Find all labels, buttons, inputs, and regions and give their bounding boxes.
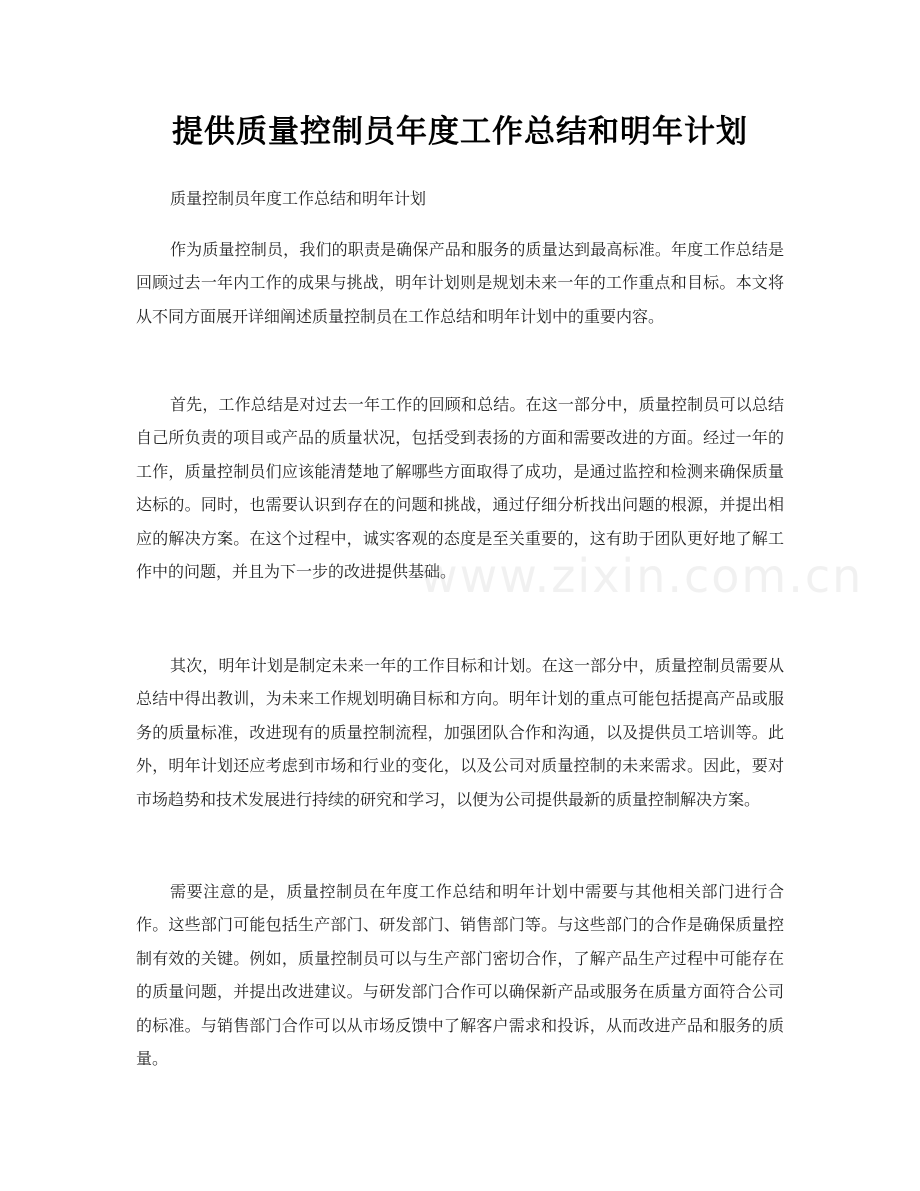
watermark: www.zixin.com.cn — [420, 549, 864, 603]
document-subtitle: 质量控制员年度工作总结和明年计划 — [170, 189, 427, 208]
paragraph-intro: 作为质量控制员，我们的职责是确保产品和服务的质量达到最高标准。年度工作总结是回顾过去一年内工作的成果与挑战，明年计划则是规划未来一年的工作重点和目标。本文将从不同方面展开详细阐述质量控制员在工作总结和明年计划中的重要内容。 — [136, 240, 784, 326]
paragraph-cooperation: 需要注意的是，质量控制员在年度工作总结和明年计划中需要与其他相关部门进行合作。这些部门可能包括生产部门、研发部门、销售部门等。与这些部门的合作是确保质量控制有效的关键。例如，质量控制员可以与生产部门密切合作，了解产品生产过程中可能存在的质量问题，并提出改进建议。与研发部门合作可以确保新产品或服务在质量方面符合公司的标准。与销售部门合作可以从市场反馈中了解客户需求和投诉，从而改进产品和服务的质量。 — [136, 882, 784, 1069]
document-title: 提供质量控制员年度工作总结和明年计划 — [172, 114, 748, 150]
paragraph-work-summary: 首先，工作总结是对过去一年工作的回顾和总结。在这一部分中，质量控制员可以总结自己所负责的项目或产品的质量状况，包括受到表扬的方面和需要改进的方面。经过一年的工作，质量控制员们应该能清楚地了解哪些方面取得了成功，是通过监控和检测来确保质量达标的。同时，也需要认识到存在的问题和挑战，通过仔细分析找出问题的根源，并提出相应的解决方案。在这个过程中，诚实客观的态度是至关重要的，这有助于团队更好地了解工作中的问题，并且为下一步的改进提供基础。 — [136, 395, 784, 582]
paragraph-next-year-plan: 其次，明年计划是制定未来一年的工作目标和计划。在这一部分中，质量控制员需要从总结中得出教训，为未来工作规划明确目标和方向。明年计划的重点可能包括提高产品或服务的质量标准，改进现有的质量控制流程，加强团队合作和沟通，以及提供员工培训等。此外，明年计划还应考虑到市场和行业的变化，以及公司对质量控制的未来需求。因此，要对市场趋势和技术发展进行持续的研究和学习，以便为公司提供最新的质量控制解决方案。 — [136, 656, 784, 809]
